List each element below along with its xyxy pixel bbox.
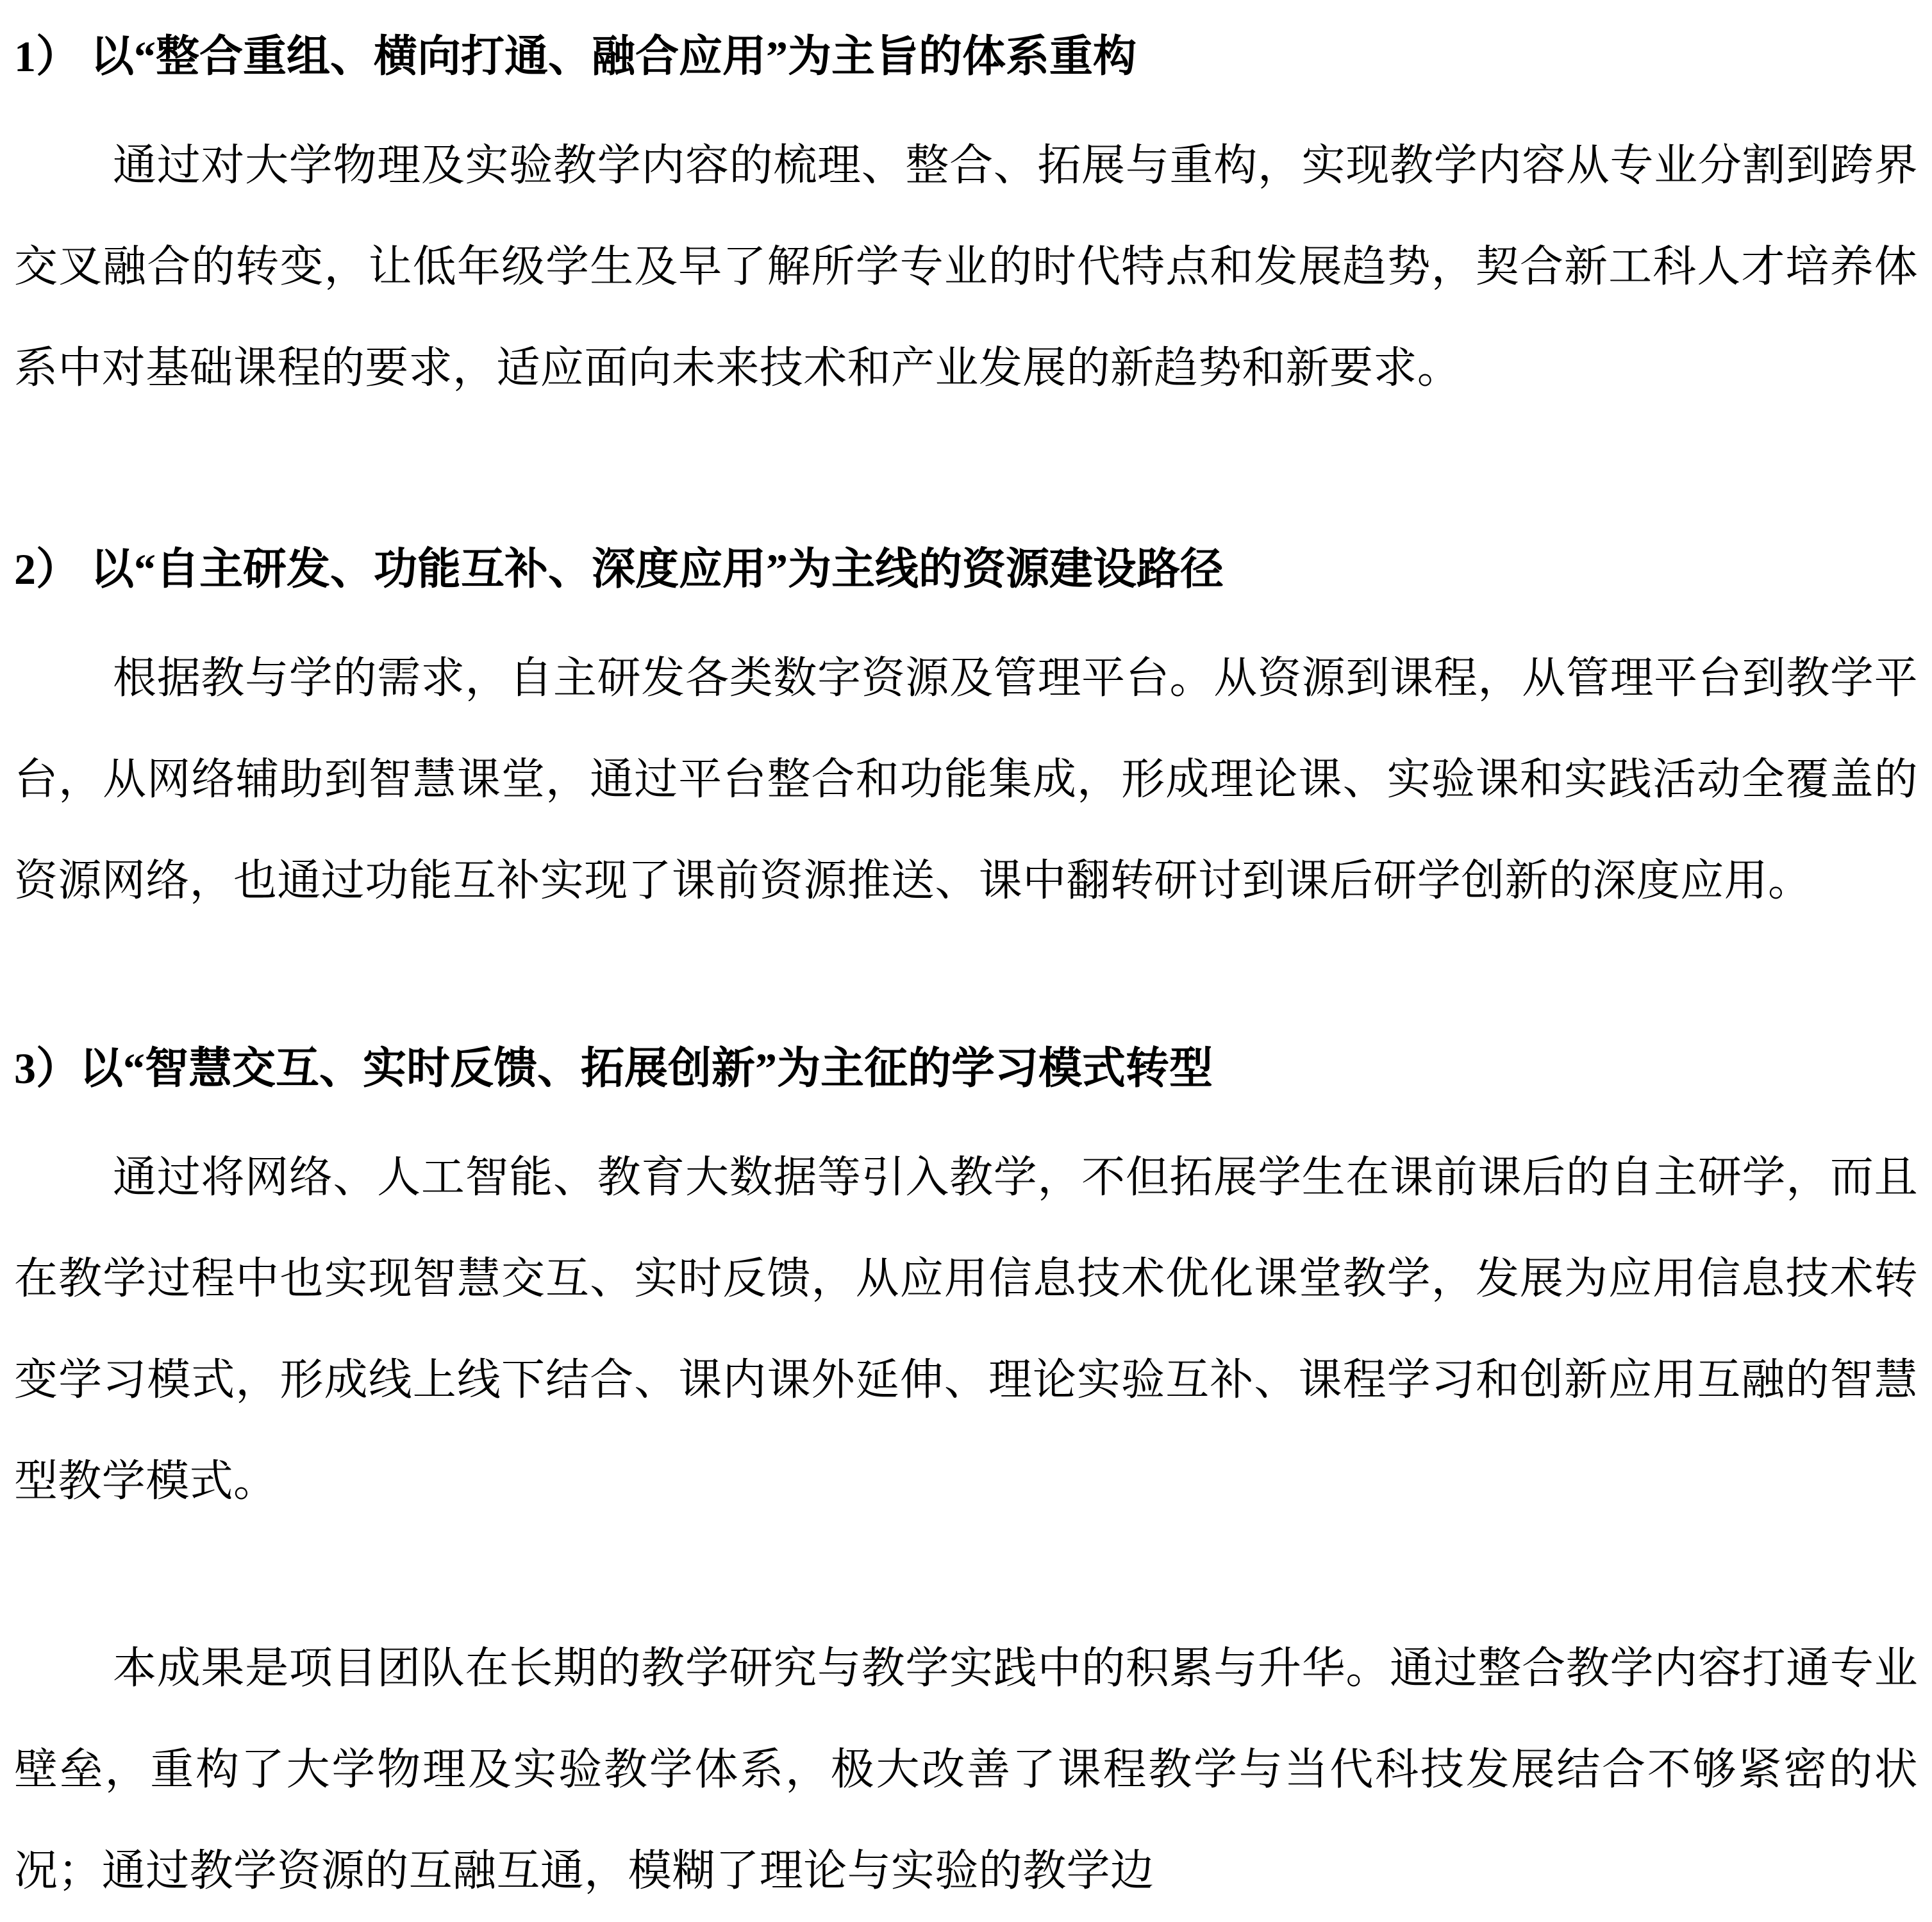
section-3-heading: 3）以“智慧交互、实时反馈、拓展创新”为主征的学习模式转型 <box>14 1044 1213 1093</box>
section-3-body: 通过将网络、人工智能、教育大数据等引入教学，不但拓展学生在课前课后的自主研学，而且在教学过程中也实现智慧交互、实时反馈，从应用信息技术优化课堂教学，发展为应用信息技术转变学习模式，形成线上线下结合、课内课外延伸、理论实验互补、课程学习和创新应用互融的智慧型教学模式。 <box>14 1152 1918 1507</box>
section-1-body: 通过对大学物理及实验教学内容的梳理、整合、拓展与重构，实现教学内容从专业分割到跨界交叉融合的转变，让低年级学生及早了解所学专业的时代特点和发展趋势，契合新工科人才培养体系中对基础课程的要求，适应面向未来技术和产业发展的新趋势和新要求。 <box>14 140 1918 394</box>
section-2-heading: 2） 以“自主研发、功能互补、深度应用”为主线的资源建设路径 <box>14 545 1224 593</box>
section-1-heading: 1） 以“整合重组、横向打通、融合应用”为主旨的体系重构 <box>14 32 1137 81</box>
document-page <box>14 0 1918 1896</box>
summary-paragraph: 本成果是项目团队在长期的教学研究与教学实践中的积累与升华。通过整合教学内容打通专业壁垒，重构了大学物理及实验教学体系，极大改善了课程教学与当代科技发展结合不够紧密的状况；通过教学资源的互融互通，模糊了理论与实验的教学边 <box>14 1643 1918 1896</box>
section-2-body: 根据教与学的需求，自主研发各类数字资源及管理平台。从资源到课程，从管理平台到教学平台，从网络辅助到智慧课堂，通过平台整合和功能集成，形成理论课、实验课和实践活动全覆盖的资源网络，也通过功能互补实现了课前资源推送、课中翻转研讨到课后研学创新的深度应用。 <box>14 653 1918 906</box>
